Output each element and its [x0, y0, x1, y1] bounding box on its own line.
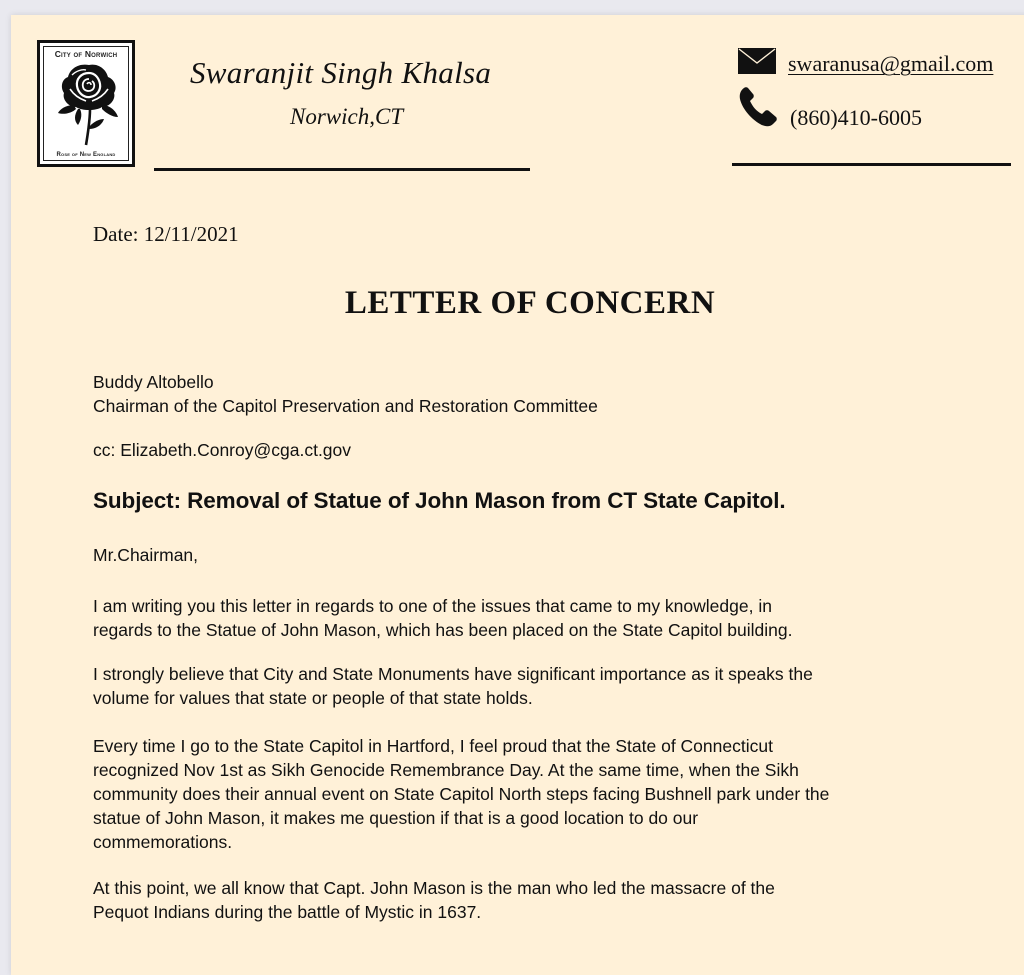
logo-top-text: City of Norwich: [54, 49, 118, 59]
paragraph-line: recognized Nov 1st as Sikh Genocide Remembrance Day. At the same time, when the Sikh: [93, 760, 799, 780]
phone-number: (860)410-6005: [790, 105, 922, 130]
cc-line: cc: Elizabeth.Conroy@cga.ct.gov: [93, 440, 352, 460]
recipient-name: Buddy Altobello: [93, 372, 214, 392]
envelope-icon: [738, 48, 776, 79]
paragraph: [93, 876, 993, 924]
paragraph-line: I strongly believe that City and State Monuments have significant importance as it speaks the: [93, 664, 813, 684]
rose-icon: [56, 61, 122, 149]
paragraph-line: I am writing you this letter in regards to one of the issues that came to my knowledge, in: [93, 596, 772, 616]
header-divider-right: [732, 163, 1011, 166]
paragraph: [93, 594, 993, 642]
paragraph-line: commemorations.: [93, 832, 233, 852]
paragraph-line: Pequot Indians during the battle of Mystic in 1637.: [93, 902, 482, 922]
logo-frame: [43, 46, 129, 161]
paragraph-line: statue of John Mason, it makes me question if that is a good location to do our: [93, 808, 699, 828]
paragraph: [93, 662, 993, 710]
paragraph-line: At this point, we all know that Capt. John Mason is the man who led the massacre of the: [93, 878, 775, 898]
phone-icon: [738, 86, 780, 133]
paragraph-line: community does their annual event on State Capitol North steps facing Bushnell park under the: [93, 784, 830, 804]
paragraph-line: regards to the Statue of John Mason, which has been placed on the State Capitol building.: [93, 620, 793, 640]
letter-title: LETTER OF CONCERN: [344, 285, 716, 321]
recipient-block: [93, 370, 598, 418]
recipient-title: Chairman of the Capitol Preservation and Restoration Committee: [93, 396, 598, 416]
sender-location: Norwich,CT: [290, 104, 404, 129]
salutation: Mr.Chairman,: [93, 545, 199, 565]
subject-line: Subject: Removal of Statue of John Mason from CT State Capitol.: [93, 488, 786, 513]
letter-date: Date: 12/11/2021: [93, 222, 239, 246]
header-divider-left: [154, 168, 530, 171]
city-of-norwich-logo: [37, 40, 135, 167]
sender-name: Swaranjit Singh Khalsa: [190, 55, 492, 90]
email-link[interactable]: swaranusa@gmail.com: [788, 51, 994, 76]
paragraph-line: Every time I go to the State Capitol in Hartford, I feel proud that the State of Connecticut: [93, 736, 773, 756]
logo-bottom-text: Rose of New England: [56, 152, 116, 158]
paragraph-line: volume for values that state or people of that state holds.: [93, 688, 533, 708]
paragraph: [93, 734, 993, 854]
